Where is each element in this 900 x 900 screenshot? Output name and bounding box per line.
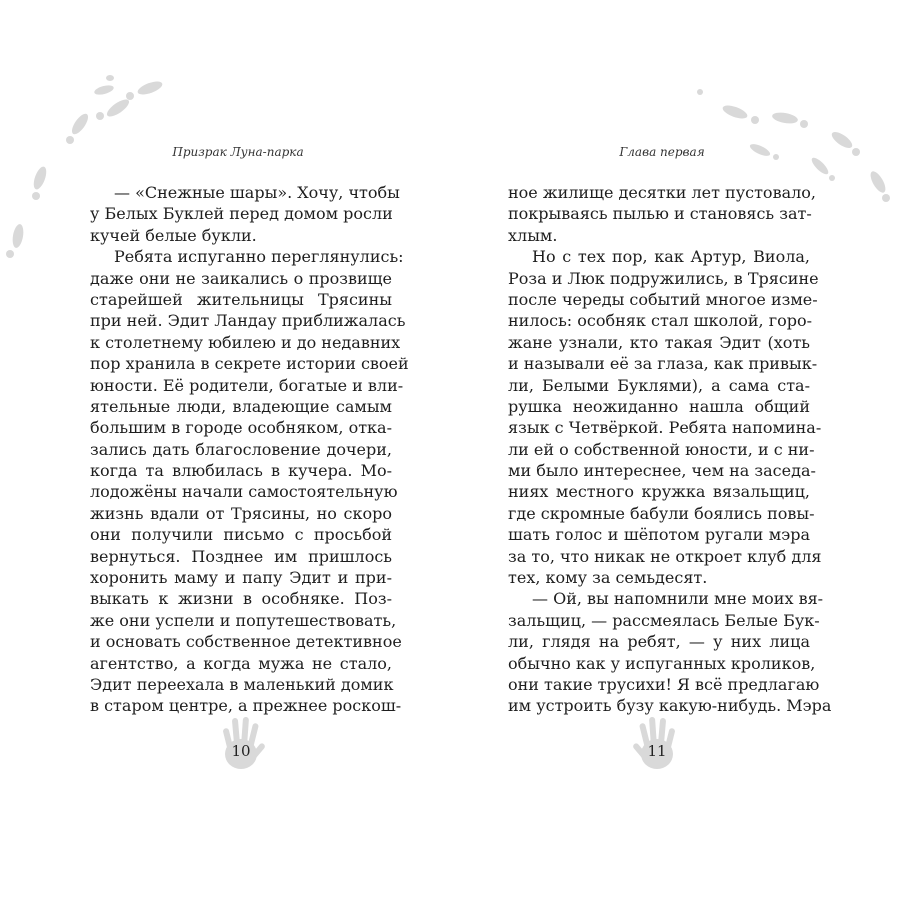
text-line: лодожёны начали самостоятельную [90,482,398,502]
text-line: агентство, а когда мужа не стало, [90,653,392,673]
text-line: ное жилище десятки лет пустовало, [508,183,816,202]
text-line: покрываясь пылью и становясь зат- [508,204,812,224]
text-line: они получили письмо с просьбой [90,525,392,545]
page-text-right [508,182,832,717]
text-line: зались дать благословение дочери, [90,439,392,459]
text-line: большим в городе особняком, отка- [90,418,392,438]
text-line: Ребята испуганно переглянулись: [114,247,404,267]
text-line: выкать к жизни в особняке. Поз- [90,589,392,609]
text-line: ниях местного кружка вязальщиц, [508,482,810,502]
text-line: — «Снежные шары». Хочу, чтобы [114,183,400,202]
text-line: старейшей жительницы Трясины [90,289,392,309]
text-line: у Белых Буклей перед домом росли [90,204,393,224]
text-line: Но с тех пор, как Артур, Виола, [532,247,810,267]
text-line: им устроить бузу какую-нибудь. Мэра [508,696,832,716]
running-head-right: Глава первая [619,145,705,159]
text-line: тех, кому за семьдесят. [508,568,708,588]
text-line: кучей белые букли. [90,225,257,245]
text-line: хоронить маму и папу Эдит и при- [90,568,392,588]
text-line: рушка неожиданно нашла общий [508,396,810,416]
text-line: шать голос и шёпотом ругали мэра [508,525,810,545]
text-line: обычно как у испуганных кроликов, [508,653,816,673]
text-line: язык с Четвёркой. Ребята напомина- [508,418,822,438]
text-line: нилось: особняк стал школой, горо- [508,311,813,331]
text-line: хлым. [508,225,558,245]
text-line: пор хранила в секрете истории своей [90,354,409,374]
text-line: ятельные люди, владеющие самым [90,396,392,416]
text-line: зальщиц, — рассмеялась Белые Бук- [508,610,820,630]
text-line: они такие трусихи! Я всё предлагаю [508,674,820,694]
text-line: жизнь вдали от Трясины, но скоро [90,503,392,523]
text-line: после череды событий многое изме- [508,289,818,309]
text-line: к столетнему юбилею и до недавних [90,332,401,352]
text-line: — Ой, вы напомнили мне моих вя- [532,589,824,609]
running-head-left: Призрак Луна-парка [172,145,304,159]
text-line: где скромные бабули боялись повы- [508,503,815,523]
text-line: же они успели и попутешествовать, [90,610,397,630]
text-line: вернуться. Позднее им пришлось [90,546,392,566]
text-line: в старом центре, а прежнее роскош- [90,696,402,716]
text-line: ми было интереснее, чем на заседа- [508,461,816,481]
text-line: и основать собственное детективное [90,632,402,652]
page-text-left [90,182,409,717]
page-number-left: 10 [231,742,251,760]
text-line: ли ей о собственной юности, и с ни- [508,439,815,459]
text-line: ли, Белыми Буклями), а сама ста- [508,375,810,395]
folio-left [214,712,268,774]
text-line: Роза и Люк подружились, в Трясине [508,268,819,288]
text-line: Эдит переехала в маленький домик [90,674,394,694]
text-line: при ней. Эдит Ландау приближалась [90,311,406,331]
text-line: за то, что никак не откроет клуб для [508,546,822,566]
folio-right [630,712,684,774]
page-number-right: 11 [647,742,667,760]
text-line: когда та влюбилась в кучера. Мо- [90,461,392,481]
text-line: жане узнали, кто такая Эдит (хоть [508,332,810,352]
text-line: и называли её за глаза, как привык- [508,354,818,374]
text-line: юности. Её родители, богатые и вли- [90,375,404,395]
text-line: даже они не заикались о прозвище [90,268,392,288]
text-line: ли, глядя на ребят, — у них лица [508,632,810,652]
